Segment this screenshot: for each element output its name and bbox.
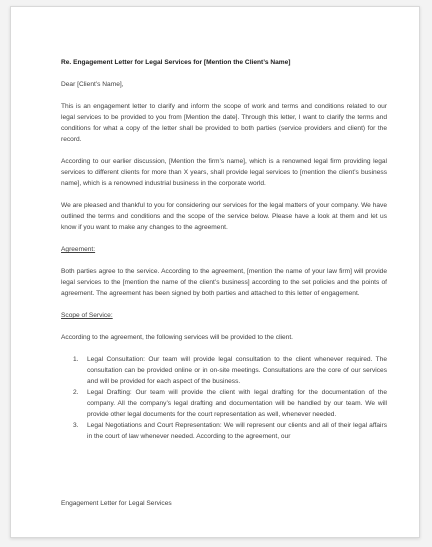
list-item (61, 354, 387, 387)
list-item-text: Legal Negotiations and Court Representation: We will represent our clients and all of their legal affairs in the court of law whenever needed. According to the agreement, our (87, 422, 387, 440)
agreement-paragraph: Both parties agree to the service. According to the agreement, [mention the name of your law firm] will provide legal services to the [mention the name of the client’s business] according to the set policies and the points of agreement. The agreement has been signed by both parties and attached to this letter of engagement. (61, 268, 387, 297)
salutation: Dear [Client’s Name], (61, 81, 124, 88)
list-item-text: Legal Drafting: Our team will provide the client with legal drafting for the documentation of the company. All the company’s legal drafting and documentation will be handled by our team. We will provide other legal documents for the court representation as well, whenever needed. (87, 389, 387, 418)
letter-title: Re. Engagement Letter for Legal Services for [Mention the Client’s Name] (61, 59, 291, 66)
services-list (61, 354, 387, 442)
intro-paragraph: This is an engagement letter to clarify and inform the scope of work and terms and conditions related to our legal services to be provided to you from [Mention the date]. Through this letter, I want to clarify the terms and conditions for what a copy of the letter shall be provided to both parties (service providers and client) for the record. (61, 103, 387, 143)
scope-heading: Scope of Service: (61, 312, 113, 319)
document-page (10, 6, 420, 538)
page-footer: Engagement Letter for Legal Services (61, 500, 172, 507)
thanks-paragraph: We are pleased and thankful to you for considering our services for the legal matters of your company. We have outlined the terms and conditions and the scope of the service below. Please have a look at them and let us know if you want to make any changes to the agreement. (61, 202, 387, 231)
list-item-text: Legal Consultation: Our team will provide legal consultation to the client whenever required. The consultation can be provided online or in on-site meetings. Consultations are the core of our services and will be provided for each aspect of the business. (87, 356, 387, 385)
list-item (61, 420, 387, 442)
scope-intro: According to the agreement, the following services will be provided to the client. (61, 334, 294, 341)
agreement-heading: Agreement: (61, 246, 96, 253)
list-item-number: 2. (73, 389, 79, 396)
document-body (61, 57, 387, 442)
list-item-number: 3. (73, 422, 79, 429)
discussion-paragraph: According to our earlier discussion, [Mention the firm’s name], which is a renowned legal firm providing legal services to different clients for more than X years, shall provide legal services to [mention the client’s business name], which is a renowned industrial business in the corporate world. (61, 158, 387, 187)
list-item-number: 1. (73, 356, 79, 363)
list-item (61, 387, 387, 420)
